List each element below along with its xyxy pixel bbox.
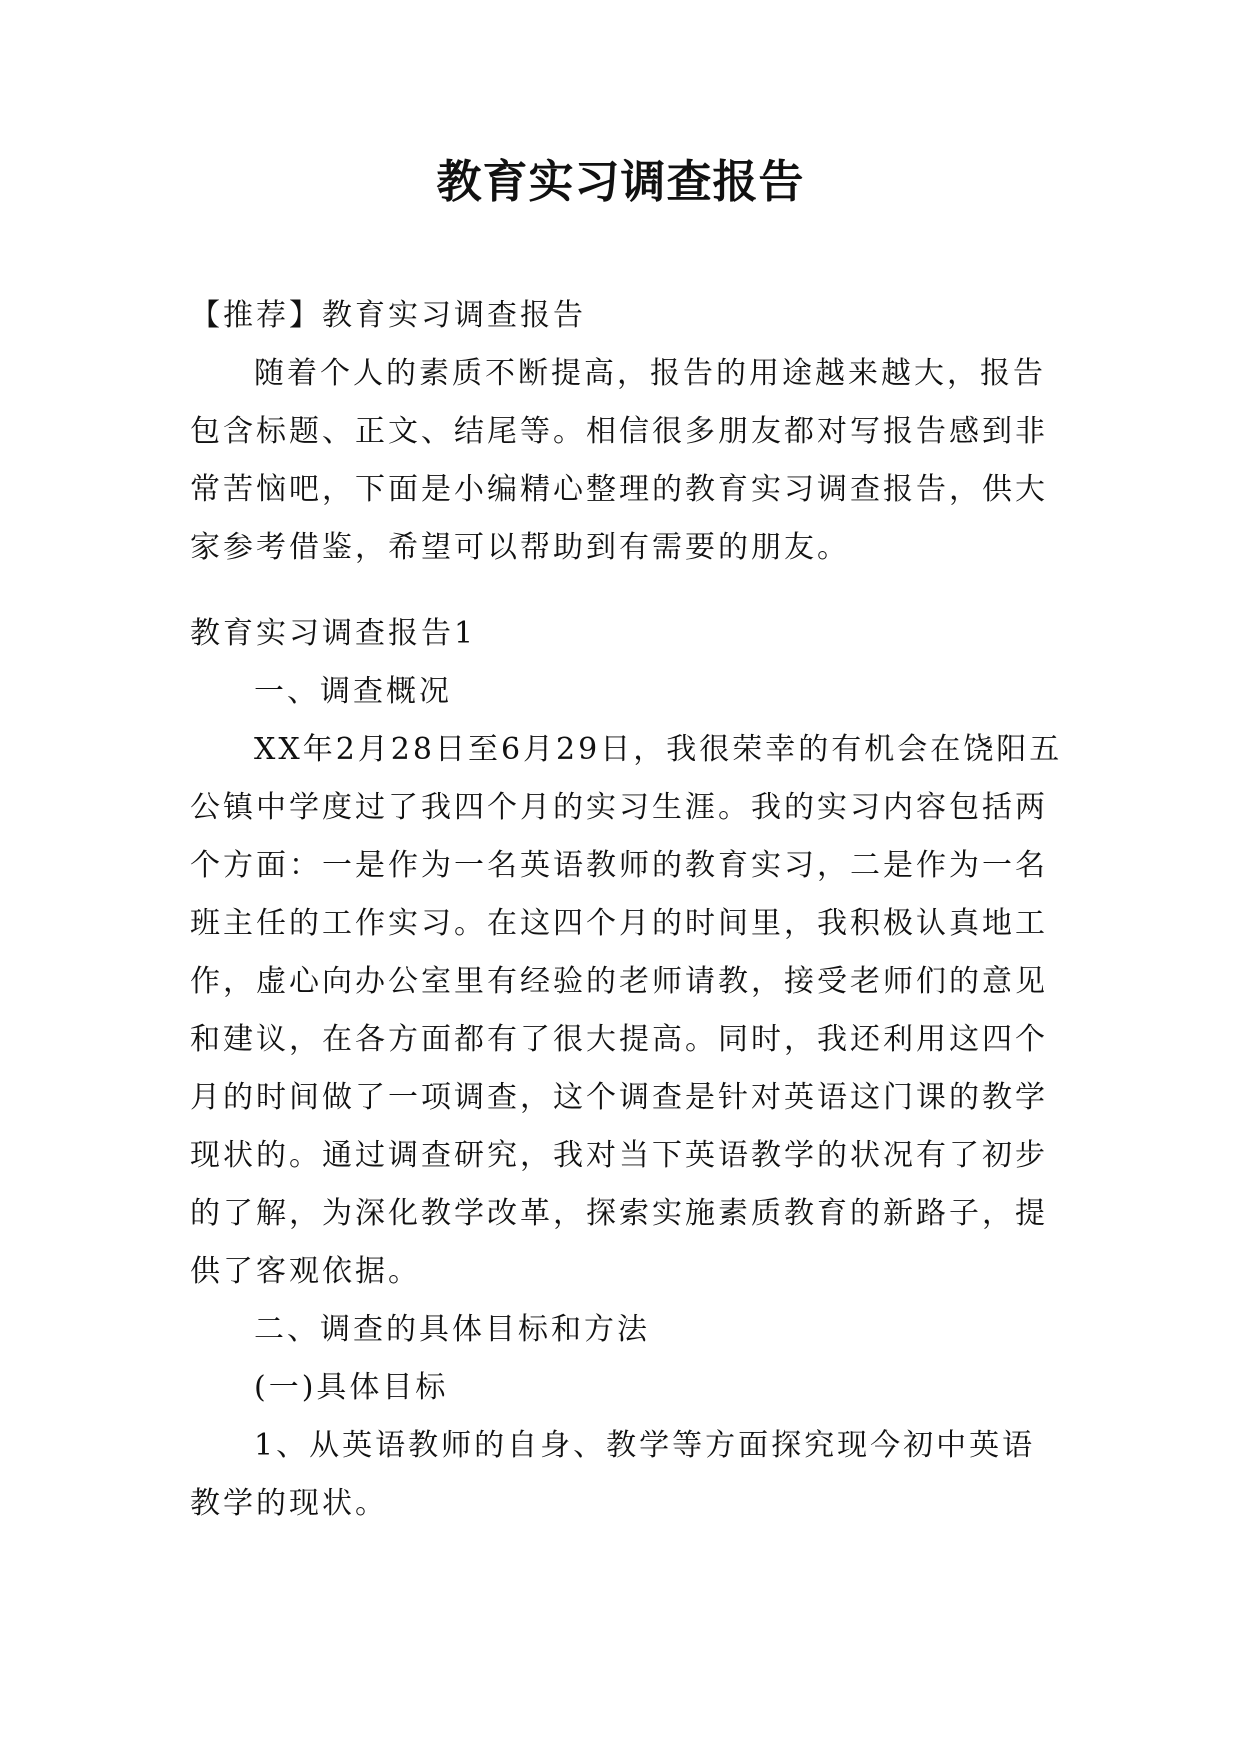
subsection-heading-goals: (一)具体目标 xyxy=(254,1370,449,1405)
document-body xyxy=(190,287,1066,1533)
section-heading-goals-methods: 二、调查的具体目标和方法 xyxy=(254,1312,650,1347)
overview-paragraph: XX年2月28日至6月29日，我很荣幸的有机会在饶阳五公镇中学度过了我四个月的实习生涯。我的实习内容包括两个方面：一是作为一名英语教师的教育实习，二是作为一名班主任的工作实习。在这四个月的时间里，我积极认真地工作，虚心向办公室里有经验的老师请教，接受老师们的意见和建议，在各方面都有了很大提高。同时，我还利用这四个月的时间做了一项调查，这个调查是针对英语这门课的教学现状的。通过调查研究，我对当下英语教学的状况有了初步的了解，为深化教学改革，探索实施素质教育的新路子，提供了客观依据。 xyxy=(190,732,1063,1289)
report-subtitle: 教育实习调查报告1 xyxy=(190,616,477,651)
recommendation-line: 【推荐】教育实习调查报告 xyxy=(190,298,586,333)
document-title: 教育实习调查报告 xyxy=(436,155,805,208)
section-heading-overview: 一、调查概况 xyxy=(254,674,452,709)
goal-item-1: 1、从英语教师的自身、教学等方面探究现今初中英语教学的现状。 xyxy=(190,1428,1036,1521)
intro-paragraph: 随着个人的素质不断提高，报告的用途越来越大，报告包含标题、正文、结尾等。相信很多朋友都对写报告感到非常苦恼吧，下面是小编精心整理的教育实习调查报告，供大家参考借鉴，希望可以帮助到有需要的朋友。 xyxy=(190,356,1048,565)
